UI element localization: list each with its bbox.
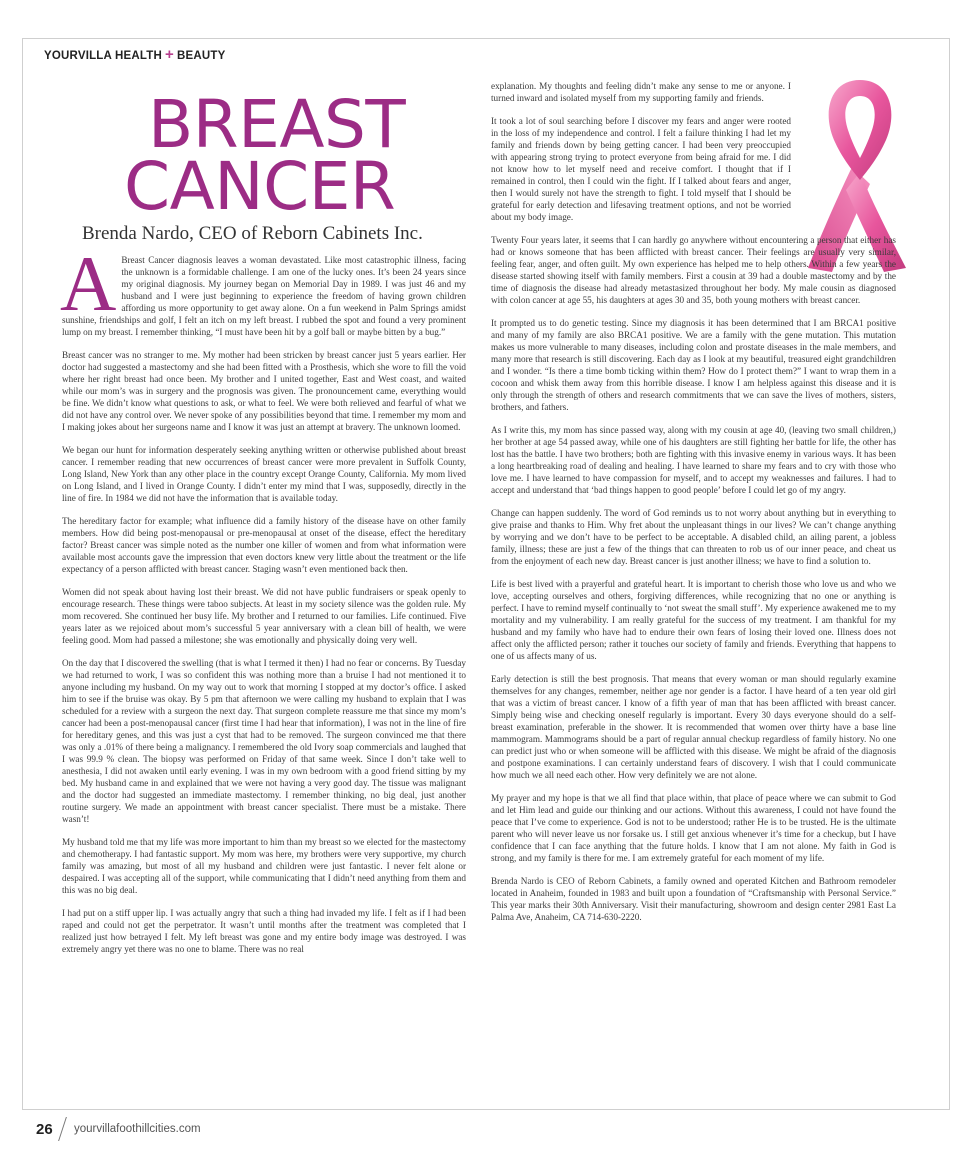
title-line-1: BREAST [148,86,406,163]
author-bio: Brenda Nardo is CEO of Reborn Cabinets, a family owned and operated Kitchen and Bathroom remodeler located in Anaheim, founded in 1983 and built upon a foundation of “Craftsmanship with Personal Service.” This year marks their 30th Anniversary. Visit their manufacturing, showroom and design center 2981 East La Palma Ave, Anaheim, CA 714-630-2220. [491,876,896,922]
plus-icon: + [165,46,174,63]
paragraph: Twenty Four years later, it seems that I can hardly go anywhere without encountering a person that either has had or knows someone that has been afflicted with breast cancer. Their feelings are usually very similar, feeling fear, anger, and often guilt. My own experience has helped me to help others. Within a few years the disease started showing itself with family members. First a cousin at 39 had a double mastectomy and by the time of diagnosis the disease had already metastasized throughout her body. My male cousin as diagnosed with colon cancer at age 55, his daughters at ages 30 and 35, both young mothers with breast cancer. [491,235,896,305]
drop-cap: A [60,240,117,327]
paragraph: Change can happen suddenly. The word of God reminds us to not worry about anything but in everything to give praise and thanks to Him. Why fret about the unpleasant things in our lives? We can’t change anything by worrying and we don’t have to be perfect to be acceptable. A disabled child, an ailing parent, a jobless family, illness; these are just a few of the things that can threaten to rob us of our inner peace, and cheat us from the enjoyment of each new day. Breast cancer is just another illness; we have to find a solution to. [491,508,896,566]
section-label-left: YOURVILLA HEALTH [44,50,162,62]
article-column-left [60,240,467,966]
footer-divider [58,1117,67,1141]
paragraph: Women did not speak about having lost their breast. We did not have public fundraisers or speak openly to encourage research. These things were taboo subjects. At least in my society silence was the golden rule. My mom recovered. She continued her busy life. My brother and I returned to our families. Life continued. Five years later as we rejoiced about mom’s successful 5 year anniversary with a clean bill of health, we were feeling good. Mom had passed a milestone; she was emotionally and physically doing very well. [62,587,466,645]
article-column-right [491,80,896,934]
paragraph: The hereditary factor for example; what influence did a family history of the disease have on other family members. How did being post-menopausal or pre-menopausal at onset of the disease, effect the hereditary factor? Breast cancer was simple noted as the number one killer of women and from what information were available most accounts gave the impression that even doctors knew very little about the treatment or the life expectancy of a person afflicted with breast cancer. Staging wasn’t even mentioned back then. [62,516,466,574]
paragraph: Breast cancer was no stranger to me. My mother had been stricken by breast cancer just 5 years earlier. Her doctor had suggested a mastectomy and she had been fitted with a Prosthesis, which she wore to fill the void where her right breast had once been. My brother and I united together, East and West coast, and waited while our mom’s was in surgery and the prognosis was given. The pronouncement came, everything would be fine. We didn’t know what questions to ask, or what to feel. We were both relieved and fearful of what we did not have any control over. We never spoke of any possibilities beyond that time. I remember my mom and I making jokes about her surgeons name and I know it was just an attempt at bravery. The unknown loomed. [62,350,467,432]
page-number: 26 [36,1121,53,1138]
title-line-2: CANCER [124,148,396,225]
lead-paragraph-text: Breast Cancer diagnosis leaves a woman devastated. Like most catastrophic illness, facing the unknown is a formidable challenge. I am one of the lucky ones. It’s been 24 years since my original diagnosis. My journey began on Memorial Day in 1989. I was just 46 and my husband and I were just beginning to experience the freedom of having grown children affording us more opportunity to get away alone. On a fun weekend in Palm Springs amidst sunshine, friendships and golf, I felt an itch on my left breast. I rubbed the spot and found a very prominent lump on my breast. I remember thinking, “I must have been hit by a golf ball or maybe bitten by a bug.” [62,255,466,337]
paragraph: It prompted us to do genetic testing. Since my diagnosis it has been determined that I am BRCA1 positive and many of my family are also BRCA1 positive. We are a family with the gene mutation. This mutation makes us more vulnerable to many diseases, including colon and prostate diseases in the male members, and many more that research is still discovering. Each day as I look at my beautiful, treasured eight grandchildren and I wonder. “Is there a time bomb ticking within them? How do I protect them?” I want to wrap them in a cocoon and whisk them away from this horrible disease. I know I am helpless against this disease and it is only through the strength of others and research commitments that we can save the lives of mothers, sisters, brothers, and fathers. [491,318,896,412]
byline: Brenda Nardo, CEO of Reborn Cabinets Inc. [82,223,423,244]
paragraph: My prayer and my hope is that we all find that place within, that place of peace where we can submit to God and let Him lead and guide our thinking and our actions. Without this awareness, I could not have found the peace that I’ve come to experience. God is not to be understood; rather He is to be trusted. He is the ultimate parent who will never leave us nor forsake us. I still get anxious whenever it’s time for a checkup, but I have confidence that I can face anything that the future holds. I know that I am not alone. My faith in God is strong, and my family is there for me. I am extremely grateful for each moment of my life. [491,793,896,863]
paragraph: It took a lot of soul searching before I discover my fears and anger were rooted in the loss of my independence and control. I felt a failure thinking I had let my family and friends down by being getting cancer. I had been very preoccupied with appearing strong trying to protect everyone from being afraid for me. I did not know how to let myself need and receive comfort. I thought that if I remained in control, then I could win the fight. If I talked about fears and anger, then I would surely not have the strength to fight. I told myself that I should be grateful for early detection and lifesaving treatment options, and not be worried about my body image. [491,116,791,222]
paragraph: I had put on a stiff upper lip. I was actually angry that such a thing had invaded my life. I felt as if I had been raped and could not get the perpetrator. It wasn’t until months after the treatment was completed that I realized just how betrayed I felt. My left breast was gone and my entire body image was destroyed. I was extremely angry yet there was no one to blame. There was no real [62,908,466,954]
paragraph: We began our hunt for information desperately seeking anything written or otherwise published about breast cancer. I remember reading that new occurrences of breast cancer were more prevalent in Suffolk County, Long Island, New York than any other place in the country except Orange County, California. My mom lived on Long Island, and I lived in Orange County. I didn’t enter my mind that I was, supposedly, directly in the line of fire. In 1984 we did not have the information that is available today. [62,445,466,503]
footer-url: yourvillafoothillcities.com [74,1123,201,1135]
section-label-right: BEAUTY [176,50,226,62]
paragraph: On the day that I discovered the swelling (that is what I termed it then) I had no fear or concerns. By Tuesday we had returned to work, I was so confident this was nothing more than a bruise I had not mentioned it to anyone including my husband. On my way out to work that morning I stopped at my doctor’s office. I asked him to see if the bruise was okay. By 5 pm that afternoon we were calling my husband to explain that I was scheduled for a review with a surgeon the next day. That surgeon complete reassure me that since my mom’s cancer had been a post-menopausal cancer (first time I had hear that information), I was not in the line of fire for hereditary genes, and this was just a cyst that had to be removed. The surgeon convinced me that there was only a .01% of there being a malignancy. I remembered the old Ivory soap commercials and laughed that I was 99.9 % clean. The biopsy was performed on Friday of that same week. Since I don’t take well to anesthesia, I did not awaken until early evening. I was in my own bedroom with a good friend sitting by my bed. My husband came in and explained that we were not having a very good day. The tissue was malignant and the doctor had suggested an immediate mastectomy. I remember thinking, no big deal, just another routine surgery. We made an appointment with breast cancer specialist. There must be a mistake. There wasn’t! [62,658,466,824]
paragraph: Life is best lived with a prayerful and grateful heart. It is important to cherish those who love us and who we love, accepting ourselves and others, forgiving differences, while recognizing that no one or anything is perfect. I have to remind myself continually to ‘not sweat the small stuff’. My experience awakened me to my mortality and my vulnerability. I am really grateful for the success of my treatment. I am thankful for my husband and my family who have had to endure their own fears of losing their loved one. Illness does not affect only the afflicted person; rather it touches our society of family and friends. Everything that happens to one of us affects many of us. [491,579,896,661]
lead-paragraph [60,240,466,338]
paragraph: Early detection is still the best prognosis. That means that every woman or man should regularly examine themselves for any changes, remember, neither age nor gender is a factor. I have heard of a ten year old girl that was a victim of breast cancer. I know of a fifth year of man that has been afflicted with breast cancer. Simply being wise and checking oneself regularly is important. Every 30 days everyone should do a self-breast examination, preferable in the shower. It is recommended that women over thirty have a base line mammogram. Mammograms should be a part of regular annual checkup regardless of family history. No one can predict just who or when someone will be afflicted with this disease. We might be afraid of the diagnosis and postpone examinations. I can certainly understand fears of discovery. I wish that I could communicate how much we all need each other. How very definitely we are not alone. [491,674,896,780]
paragraph: explanation. My thoughts and feeling didn’t make any sense to me or anyone. I turned inward and isolated myself from my supporting family and friends. [491,81,791,103]
paragraph: My husband told me that my life was more important to him than my breast so we elected for the mastectomy and chemotherapy. I had fantastic support. My mom was here, my brothers were very supportive, my church family was amazing, but most of all my husband and children were just fantastic. I never felt alone or despaired. I was accepting all of the support, while communicating that I didn’t need anything from them and this was no big deal. [62,837,466,895]
section-header [44,46,225,63]
paragraph: As I write this, my mom has since passed way, along with my cousin at age 40, (leaving two small children,) her brother at age 54 passed away, while one of his daughters are still fighting her battle for life, the other has lost has the battle. I have two brothers; both are fighting with this invasive enemy in various ways. It has been a long heartbreaking road of dealing and healing. I have learned to share my fears and to cry with those who love me. I have learned to have compassion for myself, and to accept my weaknesses and failures. I had to accept and understand that ‘bad things happen to good people’ before I could let go of my angry. [491,425,896,495]
